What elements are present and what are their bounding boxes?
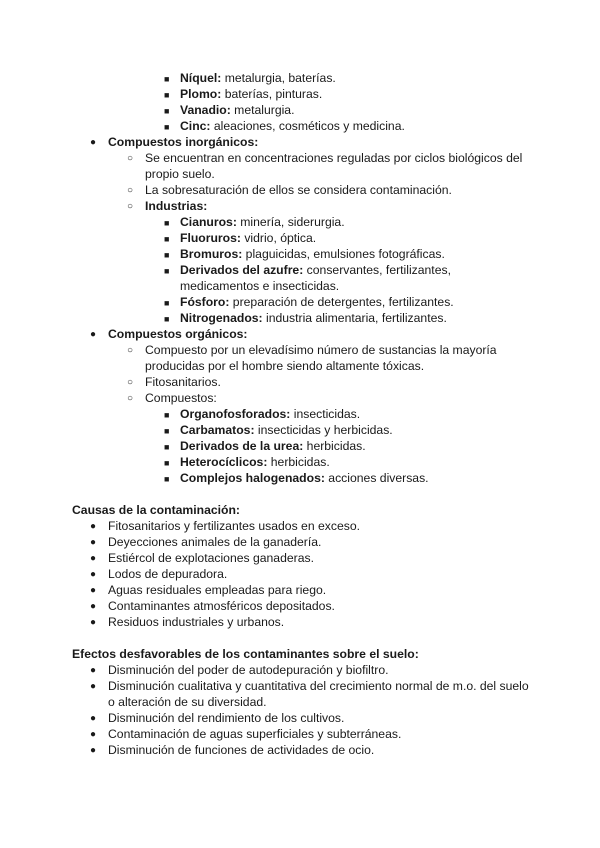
- list-item: Vanadio: metalurgia.: [180, 103, 295, 117]
- list-item: Cinc: aleaciones, cosméticos y medicina.: [180, 119, 405, 133]
- list-item: Plomo: baterías, pinturas.: [180, 87, 323, 101]
- square-bullet-icon: ■: [164, 218, 170, 228]
- section-title-organic: Compuestos orgánicos:: [108, 327, 248, 341]
- circle-bullet-icon: ○: [127, 185, 134, 196]
- square-bullet-icon: ■: [164, 266, 170, 276]
- industries-label: Industrias:: [145, 199, 208, 213]
- list-item: Compuestos:: [145, 391, 217, 405]
- list-item-continuation: o alteración de su diversidad.: [108, 695, 267, 709]
- square-bullet-icon: ■: [164, 122, 170, 132]
- list-item: Complejos halogenados: acciones diversas.: [180, 471, 429, 485]
- disc-bullet-icon: ●: [90, 137, 97, 148]
- list-item: La sobresaturación de ellos se considera contaminación.: [145, 183, 452, 197]
- list-item: Carbamatos: insecticidas y herbicidas.: [180, 423, 393, 437]
- list-item: Nitrogenados: industria alimentaria, fertilizantes.: [180, 311, 447, 325]
- disc-bullet-icon: ●: [90, 553, 97, 564]
- circle-bullet-icon: ○: [127, 201, 134, 212]
- square-bullet-icon: ■: [164, 250, 170, 260]
- list-item: Bromuros: plaguicidas, emulsiones fotográficas.: [180, 247, 445, 261]
- list-item-continuation: propio suelo.: [145, 167, 215, 181]
- list-item: Disminución cualitativa y cuantitativa del crecimiento normal de m.o. del suelo: [108, 679, 529, 693]
- causes-heading: Causas de la contaminación:: [72, 503, 240, 517]
- list-item: Deyecciones animales de la ganadería.: [108, 535, 322, 549]
- square-bullet-icon: ■: [164, 410, 170, 420]
- disc-bullet-icon: ●: [90, 569, 97, 580]
- disc-bullet-icon: ●: [90, 585, 97, 596]
- list-item: Organofosforados: insecticidas.: [180, 407, 361, 421]
- square-bullet-icon: ■: [164, 426, 170, 436]
- list-item: Heterocíclicos: herbicidas.: [180, 455, 330, 469]
- list-item: Se encuentran en concentraciones reguladas por ciclos biológicos del: [145, 151, 523, 165]
- effects-heading: Efectos desfavorables de los contaminantes sobre el suelo:: [72, 647, 419, 661]
- square-bullet-icon: ■: [164, 298, 170, 308]
- square-bullet-icon: ■: [164, 458, 170, 468]
- list-item: Fitosanitarios y fertilizantes usados en exceso.: [108, 519, 360, 533]
- circle-bullet-icon: ○: [127, 345, 134, 356]
- disc-bullet-icon: ●: [90, 601, 97, 612]
- list-item: Fluoruros: vidrio, óptica.: [180, 231, 317, 245]
- list-item: Níquel: metalurgia, baterías.: [180, 71, 336, 85]
- list-item: Derivados de la urea: herbicidas.: [180, 439, 366, 453]
- section-title-inorganic: Compuestos inorgánicos:: [108, 135, 259, 149]
- list-item-continuation: producidas por el hombre siendo altamente tóxicas.: [145, 359, 425, 373]
- list-item: Contaminación de aguas superficiales y subterráneas.: [108, 727, 402, 741]
- list-item: Disminución de funciones de actividades de ocio.: [108, 743, 375, 757]
- square-bullet-icon: ■: [164, 90, 170, 100]
- square-bullet-icon: ■: [164, 74, 170, 84]
- square-bullet-icon: ■: [164, 474, 170, 484]
- disc-bullet-icon: ●: [90, 537, 97, 548]
- disc-bullet-icon: ●: [90, 617, 97, 628]
- list-item: Disminución del rendimiento de los cultivos.: [108, 711, 345, 725]
- list-item: Fósforo: preparación de detergentes, fertilizantes.: [180, 295, 454, 309]
- list-item: Lodos de depuradora.: [108, 567, 228, 581]
- square-bullet-icon: ■: [164, 314, 170, 324]
- square-bullet-icon: ■: [164, 442, 170, 452]
- list-item: Cianuros: minería, siderurgia.: [180, 215, 345, 229]
- list-item: Contaminantes atmosféricos depositados.: [108, 599, 335, 613]
- list-item: Fitosanitarios.: [145, 375, 221, 389]
- disc-bullet-icon: ●: [90, 713, 97, 724]
- list-item: Derivados del azufre: conservantes, fertilizantes,: [180, 263, 451, 277]
- disc-bullet-icon: ●: [90, 745, 97, 756]
- list-item-continuation: medicamentos e insecticidas.: [180, 279, 340, 293]
- list-item: Disminución del poder de autodepuración y biofiltro.: [108, 663, 389, 677]
- disc-bullet-icon: ●: [90, 729, 97, 740]
- disc-bullet-icon: ●: [90, 681, 97, 692]
- disc-bullet-icon: ●: [90, 521, 97, 532]
- list-item: Residuos industriales y urbanos.: [108, 615, 285, 629]
- square-bullet-icon: ■: [164, 234, 170, 244]
- disc-bullet-icon: ●: [90, 665, 97, 676]
- circle-bullet-icon: ○: [127, 153, 134, 164]
- square-bullet-icon: ■: [164, 106, 170, 116]
- circle-bullet-icon: ○: [127, 393, 134, 404]
- circle-bullet-icon: ○: [127, 377, 134, 388]
- list-item: Aguas residuales empleadas para riego.: [108, 583, 327, 597]
- list-item: Compuesto por un elevadísimo número de sustancias la mayoría: [145, 343, 497, 357]
- disc-bullet-icon: ●: [90, 329, 97, 340]
- list-item: Estiércol de explotaciones ganaderas.: [108, 551, 314, 565]
